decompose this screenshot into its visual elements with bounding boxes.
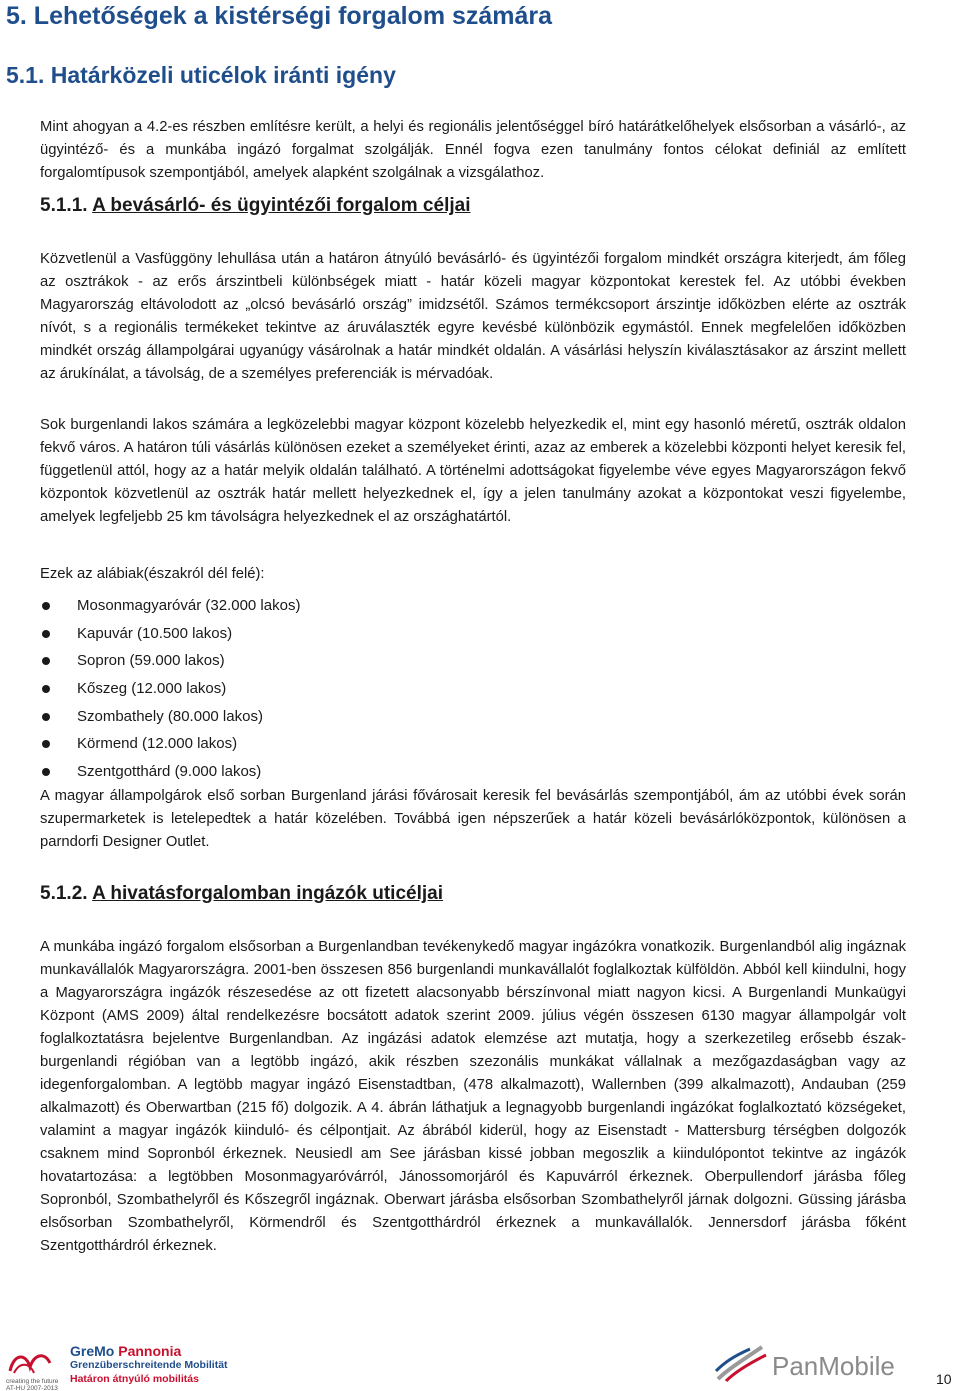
list-item: Sopron (59.000 lakos) bbox=[40, 647, 640, 675]
list-item: Szentgotthárd (9.000 lakos) bbox=[40, 758, 640, 786]
gremo-word: GreMo bbox=[70, 1343, 115, 1359]
panmobile-logo bbox=[710, 1341, 900, 1385]
list-item: Kőszeg (12.000 lakos) bbox=[40, 675, 640, 703]
logo-caption: creating the future bbox=[6, 1378, 59, 1385]
panmobile-wordmark: PanMobile bbox=[772, 1351, 895, 1381]
subsection-heading-511 bbox=[40, 195, 470, 217]
ets-logo-icon bbox=[4, 1343, 64, 1391]
gremo-title bbox=[70, 1345, 228, 1357]
paragraph: Sok burgenlandi lakos számára a legközelebbi magyar központ közelebb helyezkedik el, mint egy hasonló méretű, osztrák oldalon fekvő város. A határon túli vásárlás különösen ezeket a személyeket érinti, azaz az emberek a közelebbi központi helyet keresik fel, függetlenül attól, hogy az a határ melyik oldalán található. A történelmi adottságokat figyelembe véve egyes Magyarországon fekvő központok közvetlenül az osztrák határ mellett helyezkednek el, így a jelen tanulmány azokat a központokat veszi figyelembe, amelyek legfeljebb 25 km távolságra helyezkednek el az országhatártól. bbox=[40, 417, 906, 525]
subsection-heading-512 bbox=[40, 883, 443, 905]
gremo-subtitle-de: Grenzüberschreitende Mobilität bbox=[70, 1359, 228, 1371]
gremo-pannonia-logo bbox=[70, 1345, 228, 1385]
list-item: Kapuvár (10.500 lakos) bbox=[40, 620, 640, 648]
paragraph: A munkába ingázó forgalom elsősorban a Burgenlandban tevékenykedő magyar ingázókra vonatkozik. Burgenlandból alig ingáznak munkavállalók Magyarországra. 2001-ben összesen 856 burgenlandi munkavállalót foglalkoztak külföldön. Abból kell kiindulni, hogy a Magyarországra ingázók részesedése az ott fizetett alacsonyabb bérszínvonal miatt nagyon kicsi. A Burgenlandi Munkaügyi Központ (AMS 2009) által rendelkezésre bocsátott adatok szerint 2009. július végén összesen 6130 magyar állampolgár volt foglalkoztatásra bejelentve Burgenlandban. Az ingázási adatok elemzése azt mutatja, hogy a szerkezetileg erősebb észak-burgenlandi régióban van a legtöbb ingázó, akik részben szezonális munkákat vállalnak a mezőgazdaságban vagy az idegenforgalomban. A legtöbb magyar ingázó Eisenstadtban, (478 alkalmazott), Wallernben (399 alkalmazott), Andauban (259 alkalmazott) és Oberwartban (215 fő) dolgozik. A 4. ábrán láthatjuk a legnagyobb burgenlandi ingázókat foglalkoztató községeket, valamint a magyar ingázók kiinduló- és célpontjait. Az ábrából kiderül, hogy az Eisenstadt - Mattersburg térségben dolgozók csaknem mind Sopronból érkeznek. Neusiedl am See járásban kissé jobban megoszlik a kiindulópontot tekintve az ingázók hovatartozása: a legtöbben Mosonmagyaróvárról, Jánossomorjáról és Kapuvárról érkeznek. Oberpullendorf járásba főleg Sopronból, Szombathelyről és Kőszegről ingáznak. Oberwart járásba elsősorban Szombathelyről járnak dolgozni. Güssing járásba elsősorban Szombathelyről, Körmendről és Szentgotthárdról érkeznek a munkavállalók. Jennersdorf járásba főként Szentgotthárdról érkeznek. bbox=[40, 939, 906, 1254]
intro-paragraph: Mint ahogyan a 4.2-es részben említésre került, a helyi és regionális jelentőséggel bíró határátkelőhelyek elsősorban a vásárló-, az ügyintéző- és a munkába ingázó forgalmat szolgálják. Ennél fogva ezen tanulmány fontos célokat definiál az említett forgalomtípusok szempontjából, amelyek alapként szolgálnak a vizsgálathoz. bbox=[40, 119, 906, 181]
town-list bbox=[40, 592, 640, 786]
page-footer bbox=[0, 1333, 960, 1391]
logo-caption: AT-HU 2007-2013 bbox=[6, 1385, 58, 1391]
subsection-title: A hivatásforgalomban ingázók uticéljai bbox=[92, 883, 443, 904]
pannonia-word: Pannonia bbox=[118, 1343, 182, 1359]
list-item: Szombathely (80.000 lakos) bbox=[40, 703, 640, 731]
chapter-heading: 5. Lehetőségek a kistérségi forgalom számára bbox=[6, 2, 553, 30]
paragraph: A magyar állampolgárok első sorban Burgenland járási fővárosait keresik fel bevásárlás szempontjából, ám az utóbbi évek során szupermarketek is letelepedtek a határ közelében. Továbbá igen népszerűek a határ közeli bevásárlóközpontok, különösen a parndorfi Designer Outlet. bbox=[40, 788, 906, 850]
list-item: Mosonmagyaróvár (32.000 lakos) bbox=[40, 592, 640, 620]
section-heading: 5.1. Határközeli uticélok iránti igény bbox=[6, 62, 396, 88]
panmobile-mark-icon bbox=[710, 1341, 770, 1385]
list-intro: Ezek az alábiak(északról dél felé): bbox=[40, 566, 265, 582]
subsection-number: 5.1.1. bbox=[40, 195, 88, 216]
subsection-title: A bevásárló- és ügyintézői forgalom céljai bbox=[92, 195, 471, 216]
gremo-subtitle-hu: Határon átnyúló mobilitás bbox=[70, 1373, 199, 1385]
paragraph: Közvetlenül a Vasfüggöny lehullása után a határon átnyúló bevásárló- és ügyintézői forgalom mindkét országra kiterjedt, ám főleg az osztrákok - az erős árszintbeli különbségek miatt - határ közeli magyar központokat kerestek fel. Az utóbbi években Magyarország eltávolodott az „olcsó bevásárló ország” imidzsétől. Számos termékcsoport árszintje időközben elérte az osztrák nívót, s a regionális termékeket tekintve az áruválaszték egyre kevésbé különbözik egymástól. Ennek megfelelően időközben mindkét ország állampolgárai ugyanúgy vásárolnak a határ mindkét oldalán. A vásárlási helyszín kiválasztásakor az árszint mellett az árukínálat, a távolság, de a személyes preferenciák is mérvadóak. bbox=[40, 251, 906, 382]
list-item: Körmend (12.000 lakos) bbox=[40, 730, 640, 758]
page-number: 10 bbox=[936, 1371, 952, 1387]
subsection-number: 5.1.2. bbox=[40, 883, 88, 904]
